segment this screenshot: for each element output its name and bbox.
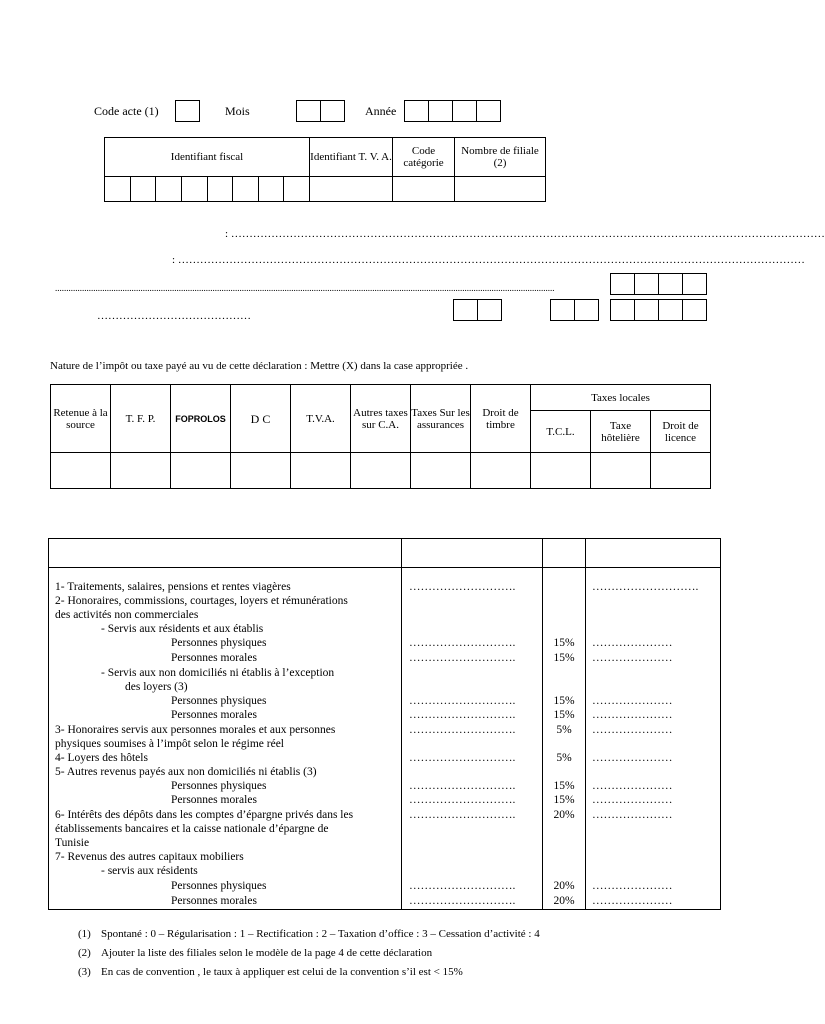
box-group-c[interactable]	[550, 299, 599, 321]
box-group-b[interactable]	[453, 299, 502, 321]
dotted-line-1[interactable]: : ………………………………………………………………………………………………………………………………………………	[225, 228, 825, 240]
main-row-amount[interactable]: …………………	[592, 709, 673, 721]
main-row-base[interactable]: ……………………….	[409, 895, 516, 907]
main-row-base[interactable]: ……………………….	[409, 809, 516, 821]
main-row-label: des activités non commerciales	[55, 609, 199, 621]
check-cell[interactable]	[171, 453, 231, 489]
main-row-rate: 15%	[553, 709, 575, 721]
main-row-amount[interactable]: ……………………….	[592, 581, 699, 593]
col-droit-timbre: Droit de timbre	[471, 385, 531, 453]
main-row-label: 4- Loyers des hôtels	[55, 752, 148, 764]
annee-label: Année	[365, 104, 397, 118]
main-row-rate: 15%	[553, 780, 575, 792]
box-group-d[interactable]	[610, 299, 707, 321]
main-col-divider-1	[401, 538, 402, 910]
main-row-label: Personnes morales	[171, 709, 257, 721]
col-tfp: T. F. P.	[111, 385, 171, 453]
fiscal-cell[interactable]	[284, 177, 310, 202]
identifiant-tva-header: Identifiant T. V. A.	[310, 138, 393, 177]
main-row-label: Personnes physiques	[171, 637, 267, 649]
check-cell[interactable]	[231, 453, 291, 489]
mois-boxes[interactable]	[296, 100, 345, 122]
main-row-base[interactable]: ……………………….	[409, 709, 516, 721]
main-row-base[interactable]: ……………………….	[409, 695, 516, 707]
main-row-amount[interactable]: …………………	[592, 794, 673, 806]
fiscal-cell[interactable]	[207, 177, 233, 202]
main-col-divider-3	[585, 538, 586, 910]
main-row-label: établissements bancaires et la caisse nationale d’épargne de	[55, 823, 329, 835]
annee-boxes[interactable]	[404, 100, 501, 122]
check-cell[interactable]	[591, 453, 651, 489]
code-acte-label: Code acte (1)	[94, 104, 159, 118]
col-tcl: T.C.L.	[531, 411, 591, 453]
check-cell[interactable]	[51, 453, 111, 489]
main-row-label: des loyers (3)	[125, 681, 188, 693]
fiscal-cell[interactable]	[130, 177, 156, 202]
main-table-header-divider	[48, 567, 721, 568]
identification-table	[104, 137, 546, 202]
main-row-label: Personnes physiques	[171, 780, 267, 792]
mois-label: Mois	[225, 104, 250, 118]
main-row-rate: 5%	[556, 724, 572, 736]
main-row-label: 6- Intérêts des dépôts dans les comptes d’épargne privés dans les	[55, 809, 354, 821]
main-row-base[interactable]: ……………………….	[409, 880, 516, 892]
dotted-line-2[interactable]: : ………………………………………………………………………………………………………………………………………………………	[172, 254, 805, 266]
main-row-label: Personnes morales	[171, 652, 257, 664]
main-row-base[interactable]: ……………………….	[409, 752, 516, 764]
main-row-label: Personnes physiques	[171, 695, 267, 707]
check-cell[interactable]	[111, 453, 171, 489]
main-row-base[interactable]: ……………………….	[409, 724, 516, 736]
footnote-number: (1)	[78, 928, 91, 940]
col-autres-taxes: Autres taxes sur C.A.	[351, 385, 411, 453]
taxes-locales-header: Taxes locales	[531, 385, 711, 411]
box-group-a[interactable]	[610, 273, 707, 295]
fiscal-cell[interactable]	[258, 177, 284, 202]
col-taxe-hoteliere: Taxe hôtelière	[591, 411, 651, 453]
dotted-line-3[interactable]: ..............................................................................................................................................................................................................................	[55, 283, 555, 293]
filiale-cell[interactable]	[455, 177, 546, 202]
main-row-label: 2- Honoraires, commissions, courtages, loyers et rémunérations	[55, 595, 348, 607]
main-row-rate: 15%	[553, 637, 575, 649]
check-cell[interactable]	[531, 453, 591, 489]
nature-instruction: Nature de l’impôt ou taxe payé au vu de cette déclaration : Mettre (X) dans la case appropriée .	[50, 360, 469, 372]
fiscal-cell[interactable]	[181, 177, 207, 202]
col-tva: T.V.A.	[291, 385, 351, 453]
identifiant-fiscal-header: Identifiant fiscal	[105, 138, 310, 177]
main-row-amount[interactable]: …………………	[592, 724, 673, 736]
col-droit-licence: Droit de licence	[651, 411, 711, 453]
col-foprolos: FOPROLOS	[171, 385, 231, 453]
main-row-label: Tunisie	[55, 837, 90, 849]
main-row-rate: 15%	[553, 794, 575, 806]
main-row-rate: 15%	[553, 652, 575, 664]
code-categorie-header: Code catégorie	[393, 138, 455, 177]
check-cell[interactable]	[411, 453, 471, 489]
footnote-number: (2)	[78, 947, 91, 959]
main-row-base[interactable]: ……………………….	[409, 780, 516, 792]
fiscal-cell[interactable]	[105, 177, 131, 202]
main-row-label: Personnes morales	[171, 794, 257, 806]
main-row-label: Personnes morales	[171, 895, 257, 907]
main-row-rate: 15%	[553, 695, 575, 707]
check-cell[interactable]	[471, 453, 531, 489]
fiscal-cell[interactable]	[156, 177, 182, 202]
main-row-rate: 20%	[553, 880, 575, 892]
check-cell[interactable]	[351, 453, 411, 489]
footnote-text: Spontané : 0 – Régularisation : 1 – Rectification : 2 – Taxation d’office : 3 – Cessation d’activité : 4	[101, 928, 540, 940]
main-row-rate: 20%	[553, 809, 575, 821]
main-row-amount[interactable]: …………………	[592, 695, 673, 707]
tva-cell[interactable]	[310, 177, 393, 202]
main-row-label: Personnes physiques	[171, 880, 267, 892]
footnote-text: Ajouter la liste des filiales selon le modèle de la page 4 de cette déclaration	[101, 947, 433, 959]
main-row-label: 1- Traitements, salaires, pensions et rentes viagères	[55, 581, 291, 593]
main-row-rate: 5%	[556, 752, 572, 764]
footnote-text: En cas de convention , le taux à appliquer est celui de la convention s’il est < 15%	[101, 966, 463, 978]
main-row-amount[interactable]: …………………	[592, 809, 673, 821]
main-row-label: - Servis aux non domiciliés ni établis à l’exception	[101, 667, 335, 679]
main-row-base[interactable]: ……………………….	[409, 637, 516, 649]
main-row-label: - servis aux résidents	[101, 865, 198, 877]
main-row-amount[interactable]: …………………	[592, 880, 673, 892]
main-row-amount[interactable]: …………………	[592, 637, 673, 649]
check-cell[interactable]	[651, 453, 711, 489]
main-row-amount[interactable]: …………………	[592, 895, 673, 907]
fiscal-cell[interactable]	[233, 177, 259, 202]
col-taxes-assurances: Taxes Sur les assurances	[411, 385, 471, 453]
dotted-line-4[interactable]: ……………………………………	[97, 310, 251, 322]
nombre-filiale-header: Nombre de filiale (2)	[455, 138, 546, 177]
footnote-number: (3)	[78, 966, 91, 978]
main-row-label: physiques soumises à l’impôt selon le régime réel	[55, 738, 284, 750]
main-row-base[interactable]: ……………………….	[409, 581, 516, 593]
main-row-amount[interactable]: …………………	[592, 652, 673, 664]
colon-2: :	[172, 254, 176, 266]
main-row-label: 7- Revenus des autres capitaux mobiliers	[55, 851, 244, 863]
main-row-rate: 20%	[553, 895, 575, 907]
main-row-label: 5- Autres revenus payés aux non domiciliés ni établis (3)	[55, 766, 317, 778]
main-row-base[interactable]: ……………………….	[409, 794, 516, 806]
col-dc: D C	[231, 385, 291, 453]
categorie-cell[interactable]	[393, 177, 455, 202]
main-row-amount[interactable]: …………………	[592, 780, 673, 792]
check-cell[interactable]	[291, 453, 351, 489]
code-acte-box[interactable]	[175, 100, 200, 122]
main-row-amount[interactable]: …………………	[592, 752, 673, 764]
nature-table	[50, 384, 711, 489]
main-row-label: - Servis aux résidents et aux établis	[101, 623, 264, 635]
main-row-base[interactable]: ……………………….	[409, 652, 516, 664]
main-row-label: 3- Honoraires servis aux personnes morales et aux personnes	[55, 724, 336, 736]
col-retenue: Retenue à la source	[51, 385, 111, 453]
colon-1: :	[225, 228, 229, 240]
